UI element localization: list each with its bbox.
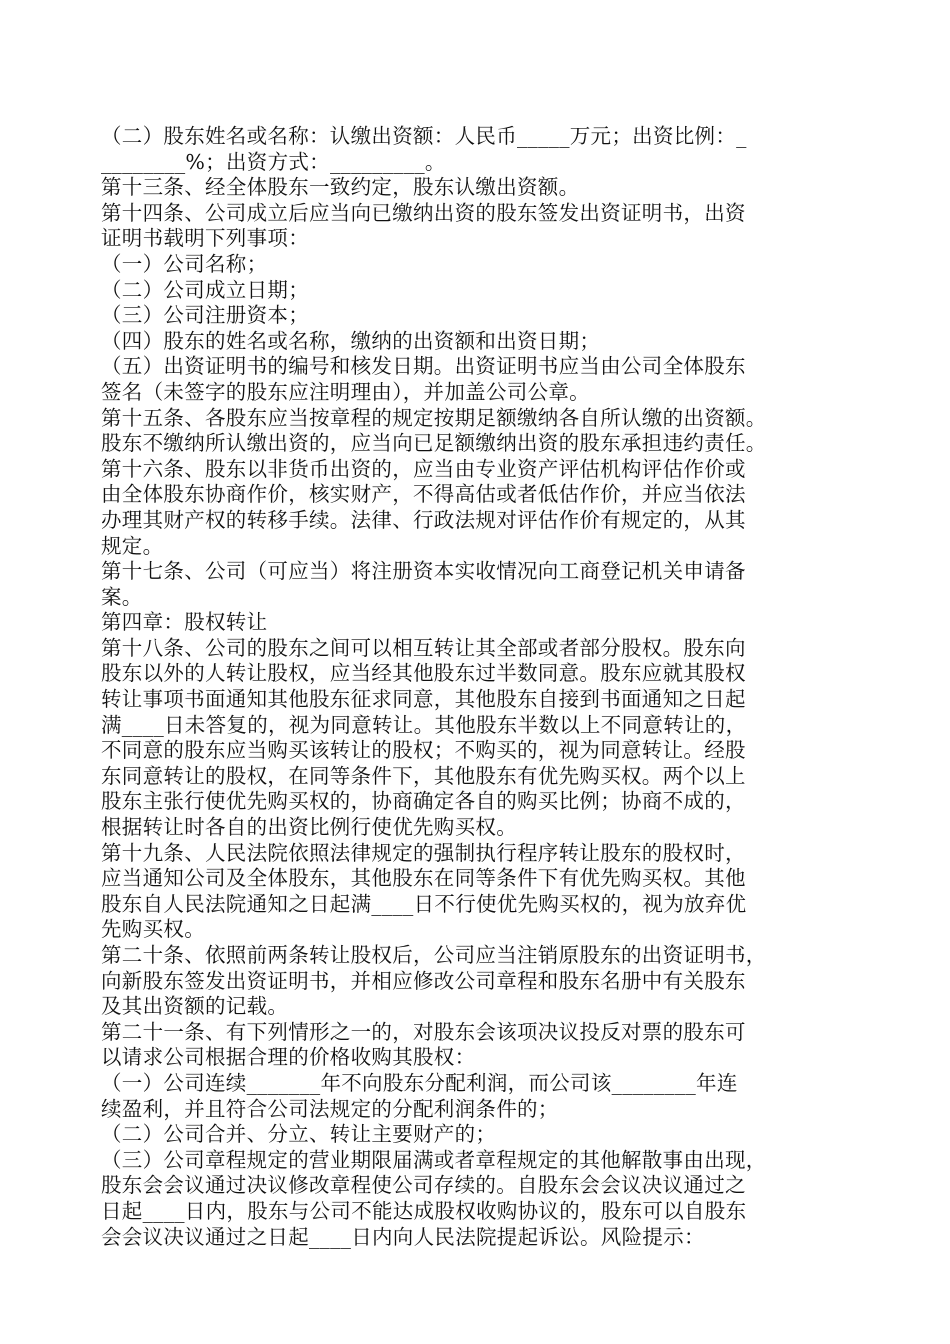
document-text-line: 向新股东签发出资证明书，并相应修改公司章程和股东名册中有关股东 [101,968,746,993]
document-text-line: 以请求公司根据合理的价格收购其股权： [101,1045,476,1070]
document-text-line: 根据转让时各自的出资比例行使优先购买权。 [101,815,517,840]
document-text-line: （二）公司成立日期； [101,277,309,302]
document-text-line: 日起____日内，股东与公司不能达成股权收购协议的，股东可以自股东 [101,1198,747,1223]
document-text-line: 股东以外的人转让股权，应当经其他股东过半数同意。股东应就其股权 [101,661,746,686]
document-text-line: 案。 [101,584,143,609]
document-text-line: 股东不缴纳所认缴出资的，应当向已足额缴纳出资的股东承担违约责任。 [101,431,767,456]
document-text-line: 转让事项书面通知其他股东征求同意，其他股东自接到书面通知之日起 [101,687,746,712]
document-text-line: （一）公司名称； [101,251,268,276]
document-text-line: 股东主张行使优先购买权的，协商确定各自的购买比例；协商不成的， [101,789,746,814]
document-text-line: （二）公司合并、分立、转让主要财产的； [101,1122,497,1147]
document-text-line: 证明书载明下列事项： [101,226,309,251]
document-text-line: 第十五条、各股东应当按章程的规定按期足额缴纳各自所认缴的出资额。 [101,405,767,430]
document-text-line: 第十八条、公司的股东之间可以相互转让其全部或者部分股权。股东向 [101,635,746,660]
document-text-line: 规定。 [101,533,164,558]
document-text-line: （三）公司注册资本； [101,303,309,328]
document-text-line: 股东会会议通过决议修改章程使公司存续的。自股东会会议决议通过之 [101,1173,746,1198]
document-text-line: （五）出资证明书的编号和核发日期。出资证明书应当由公司全体股东 [101,354,746,379]
document-text-line: 由全体股东协商作价，核实财产，不得高估或者低估作价，并应当依法 [101,482,746,507]
document-text-line: 第十七条、公司（可应当）将注册资本实收情况向工商登记机关申请备 [101,559,746,584]
document-text-line: （四）股东的姓名或名称，缴纳的出资额和出资日期； [101,328,601,353]
document-text-line: 满____日未答复的，视为同意转让。其他股东半数以上不同意转让的， [101,712,747,737]
document-text-line: 及其出资额的记载。 [101,994,289,1019]
document-text-line: 不同意的股东应当购买该转让的股权；不购买的，视为同意转让。经股 [101,738,746,763]
document-text-line: 应当通知公司及全体股东，其他股东在同等条件下有优先购买权。其他 [101,866,746,891]
document-text-line: （三）公司章程规定的营业期限届满或者章程规定的其他解散事由出现， [101,1147,767,1172]
document-text-line: （二）股东姓名或名称：认缴出资额：人民币_____万元；出资比例：_ [101,124,747,148]
document-text-line: 第四章：股权转让 [101,610,268,635]
document-page [101,124,853,1250]
document-text-line: 第十三条、经全体股东一致约定，股东认缴出资额。 [101,175,580,200]
document-text-line: 第二十一条、有下列情形之一的，对股东会该项决议投反对票的股东可 [101,1019,746,1044]
document-text-line: 先购买权。 [101,917,205,942]
document-text-line: 会会议决议通过之日起____日内向人民法院提起诉讼。风险提示： [101,1224,705,1249]
document-text-line: 第十四条、公司成立后应当向已缴纳出资的股东签发出资证明书，出资 [101,200,746,225]
document-text-line: 股东自人民法院通知之日起满____日不行使优先购买权的，视为放弃优 [101,891,747,916]
document-text-line: 第十九条、人民法院依照法律规定的强制执行程序转让股东的股权时， [101,840,746,865]
document-text-line: 签名（未签字的股东应注明理由），并加盖公司公章。 [101,379,590,404]
document-text-line: 东同意转让的股权，在同等条件下，其他股东有优先购买权。两个以上 [101,763,746,788]
document-text-line: 办理其财产权的转移手续。法律、行政法规对评估作价有规定的，从其 [101,507,746,532]
document-text-line: ________%；出资方式：_________。 [101,149,446,174]
document-text-line: 第十六条、股东以非货币出资的，应当由专业资产评估机构评估作价或 [101,456,746,481]
document-text-line: （一）公司连续_______年不向股东分配利润，而公司该________年连 [101,1070,738,1095]
document-text-line: 第二十条、依照前两条转让股权后，公司应当注销原股东的出资证明书， [101,943,767,967]
document-text-line: 续盈利，并且符合公司法规定的分配利润条件的； [101,1096,559,1121]
